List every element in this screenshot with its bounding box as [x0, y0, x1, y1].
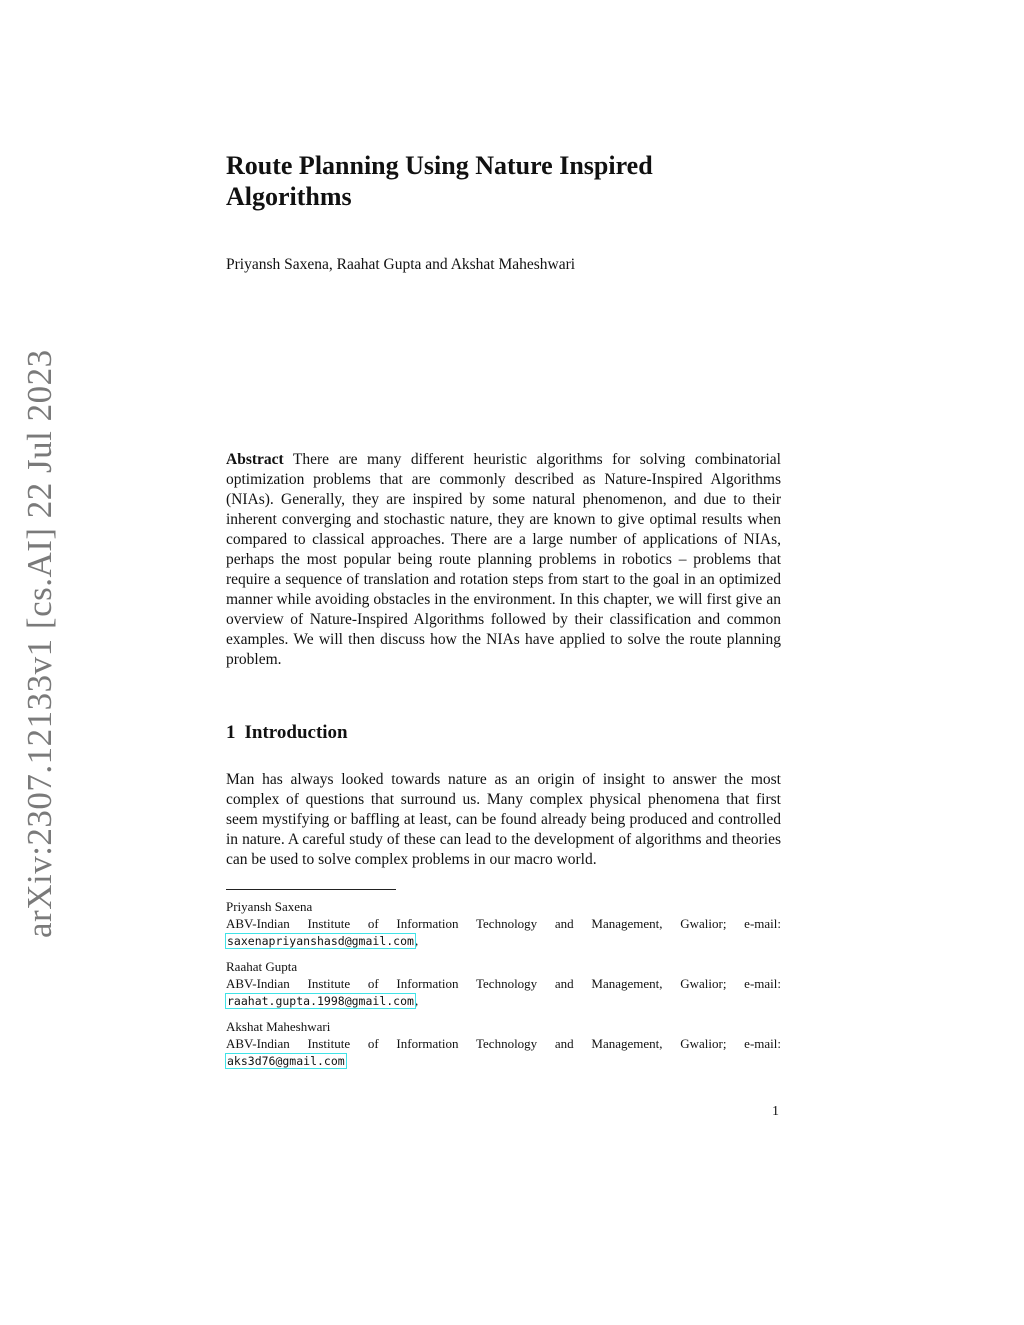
- footnote-author-2: [226, 958, 781, 1010]
- paper-title: Route Planning Using Nature Inspired Algorithms: [226, 151, 653, 211]
- abstract-label: Abstract: [226, 451, 284, 468]
- footnote-divider: [226, 889, 396, 890]
- email-link[interactable]: raahat.gupta.1998@gmail.com: [227, 994, 414, 1008]
- introduction-paragraph: Man has always looked towards nature as an origin of insight to answer the most complex of questions that surround us. Many complex physical phenomena that first seem mystifying or baffling at least, can be found already being produced and controlled in nature. A careful study of these can lead to the development of algorithms and theories can be used to solve complex problems in our macro world.: [226, 771, 781, 868]
- abstract: [226, 450, 781, 670]
- abstract-text: There are many different heuristic algorithms for solving combinatorial optimization problems that are commonly described as Nature-Inspired Algorithms (NIAs). Generally, they are inspired by some natural phenomenon, and due to their inherent converging and stochastic nature, they are known to give optimal results when compared to classical approaches. There are a large number of applications of NIAs, perhaps the most popular being route planning problems in robotics – problems that require a sequence of translation and rotation steps from start to the goal in an optimized manner while avoiding obstacles in the environment. In this chapter, we will first give an overview of Nature-Inspired Algorithms followed by their classification and common examples. We will then discuss how the NIAs have applied to solve the route planning problem.: [226, 451, 781, 668]
- email-link[interactable]: aks3d76@gmail.com: [227, 1054, 345, 1068]
- footnote-author-1: [226, 898, 781, 950]
- section-title: Introduction: [244, 722, 348, 743]
- section-heading-introduction: [226, 721, 348, 745]
- page-number: 1: [772, 1104, 779, 1119]
- author-footnotes: [226, 898, 781, 1078]
- arxiv-identifier: arXiv:2307.12133v1 [cs.AI] 22 Jul 2023: [20, 349, 59, 938]
- footnote-affiliation: ABV-Indian Institute of Information Technology and Management, Gwalior; e-mail: raahat.gupta.1998@gmail.com,: [226, 976, 781, 1008]
- footnote-author-name: Priyansh Saxena: [226, 899, 313, 914]
- footnote-author-3: [226, 1018, 781, 1070]
- section-number: 1: [226, 722, 236, 743]
- footnote-author-name: Akshat Maheshwari: [226, 1019, 331, 1034]
- footnote-author-name: Raahat Gupta: [226, 959, 298, 974]
- author-list: Priyansh Saxena, Raahat Gupta and Akshat Maheshwari: [226, 256, 576, 273]
- footnote-affiliation: ABV-Indian Institute of Information Technology and Management, Gwalior; e-mail: aks3d76@gmail.com: [226, 1036, 781, 1068]
- footnote-affiliation: ABV-Indian Institute of Information Technology and Management, Gwalior; e-mail: saxenapriyanshasd@gmail.com,: [226, 916, 781, 948]
- email-link[interactable]: saxenapriyanshasd@gmail.com: [227, 934, 414, 948]
- paper-content: [226, 150, 781, 1068]
